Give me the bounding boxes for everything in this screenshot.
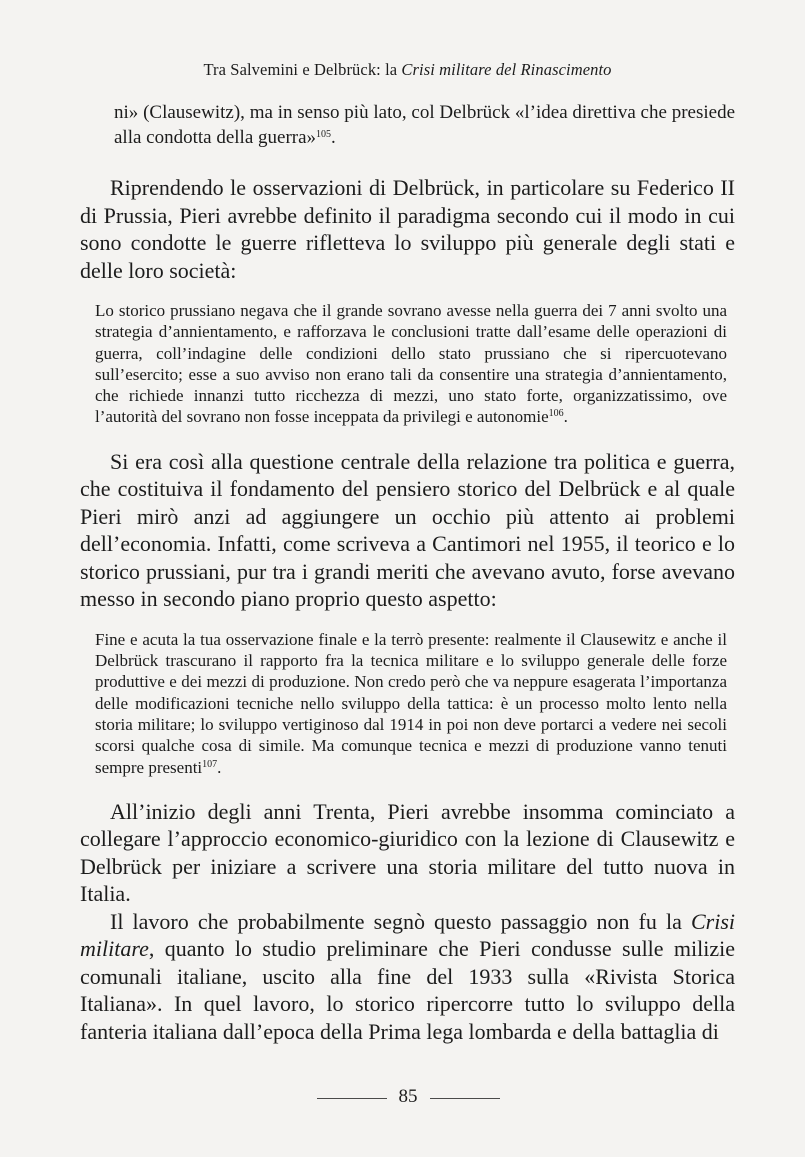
quote-text: Fine e acuta la tua osservazione finale e la terrò presente: realmente il Clausewitz e anche il Delbrück trascurano il rapporto fra la tecnica militare e lo sviluppo generale delle forze produttive e dei mezzi di produzione. Non credo però che va neppure esagerata l’importanza delle modificazioni tecniche nello sviluppo della tattica: è un processo molto lento nella storia militare; lo sviluppo vertiginoso dal 1914 in poi non deve portarci a vedere nei secoli scorsi qualche cosa di simile. Ma comunque tecnica e mezzi di produzione vanno tenuti sempre presenti	[95, 629, 727, 777]
paragraph-text: , quanto lo studio preliminare che Pieri condusse sulle milizie comunali italiane, uscito alla fine del 1933 sulla «Rivista Storica Italiana». In quel lavoro, lo storico ripercorre tutto lo sviluppo della fanteria italiana dall’epoca della Prima lega lombarda e della battaglia di	[80, 936, 735, 1044]
paragraph-4	[80, 908, 735, 1046]
footnote-ref-106: 106	[548, 408, 564, 420]
folio-rule-left	[317, 1098, 387, 1099]
footnote-ref-107: 107	[202, 758, 218, 770]
folio-rule-right	[430, 1098, 500, 1099]
paragraph-2: Si era così alla questione centrale della relazione tra politica e guerra, che costituiva il fondamento del pensiero storico del Delbrück e al quale Pieri mirò anzi ad aggiungere un occhio più attento ai problemi dell’economia. Infatti, come scriveva a Cantimori nel 1955, il teorico e lo storico prussiani, pur tra i grandi meriti che avevano avuto, forse avevano messo in secondo piano proprio questo aspetto:	[80, 448, 735, 612]
running-head-text: Tra Salvemini e Delbrück: la	[203, 60, 402, 79]
page-body	[80, 100, 735, 1045]
page-footer	[80, 1086, 735, 1110]
paragraph-1: Riprendendo le osservazioni di Delbrück, in particolare su Federico II di Prussia, Pieri avrebbe definito il paradigma secondo cui il modo in cui sono condotte le guerre rifletteva lo sviluppo più generale degli stati e delle loro società:	[80, 175, 735, 283]
quote-end: .	[563, 407, 568, 427]
running-head	[80, 60, 735, 80]
continued-paragraph	[80, 100, 735, 150]
paragraph-end: .	[331, 127, 336, 148]
book-page	[80, 0, 735, 1157]
block-quote-2	[80, 629, 735, 778]
block-quote-1	[80, 300, 735, 428]
paragraph-3: All’inizio degli anni Trenta, Pieri avrebbe insomma cominciato a collegare l’approccio economico-giuridico con la lezione di Clausewitz e Delbrück per iniziare a scrivere una storia militare del tutto nuova in Italia.	[80, 798, 735, 907]
italic-title: Crisi militare	[80, 908, 735, 962]
running-head-italic-title: Crisi militare del Rinascimento	[401, 60, 612, 79]
paragraph-text: ni» (Clausewitz), ma in senso più lato, col Delbrück «l’idea direttiva che presiede alla condotta della guerra»	[114, 102, 735, 148]
footnote-ref-105: 105	[316, 129, 332, 140]
page-number: 85	[398, 1086, 418, 1107]
quote-end: .	[217, 757, 222, 777]
quote-text: Lo storico prussiano negava che il grande sovrano avesse nella guerra dei 7 anni svolto una strategia d’annientamento, e rafforzava le conclusioni tratte dall’esame delle operazioni di guerra, coll’indagine delle condizioni dello stato prussiano che si ripercuotevano sull’esercito; esse a suo avviso non erano tali da consentire una strategia d’annientamento, che richiede innanzi tutto ricchezza di mezzi, uno stato forte, organizzatissimo, ove l’autorità del sovrano non fosse inceppata da privilegi e autonomie	[95, 301, 727, 427]
paragraph-text: Il lavoro che probabilmente segnò questo passaggio non fu la	[110, 908, 691, 934]
